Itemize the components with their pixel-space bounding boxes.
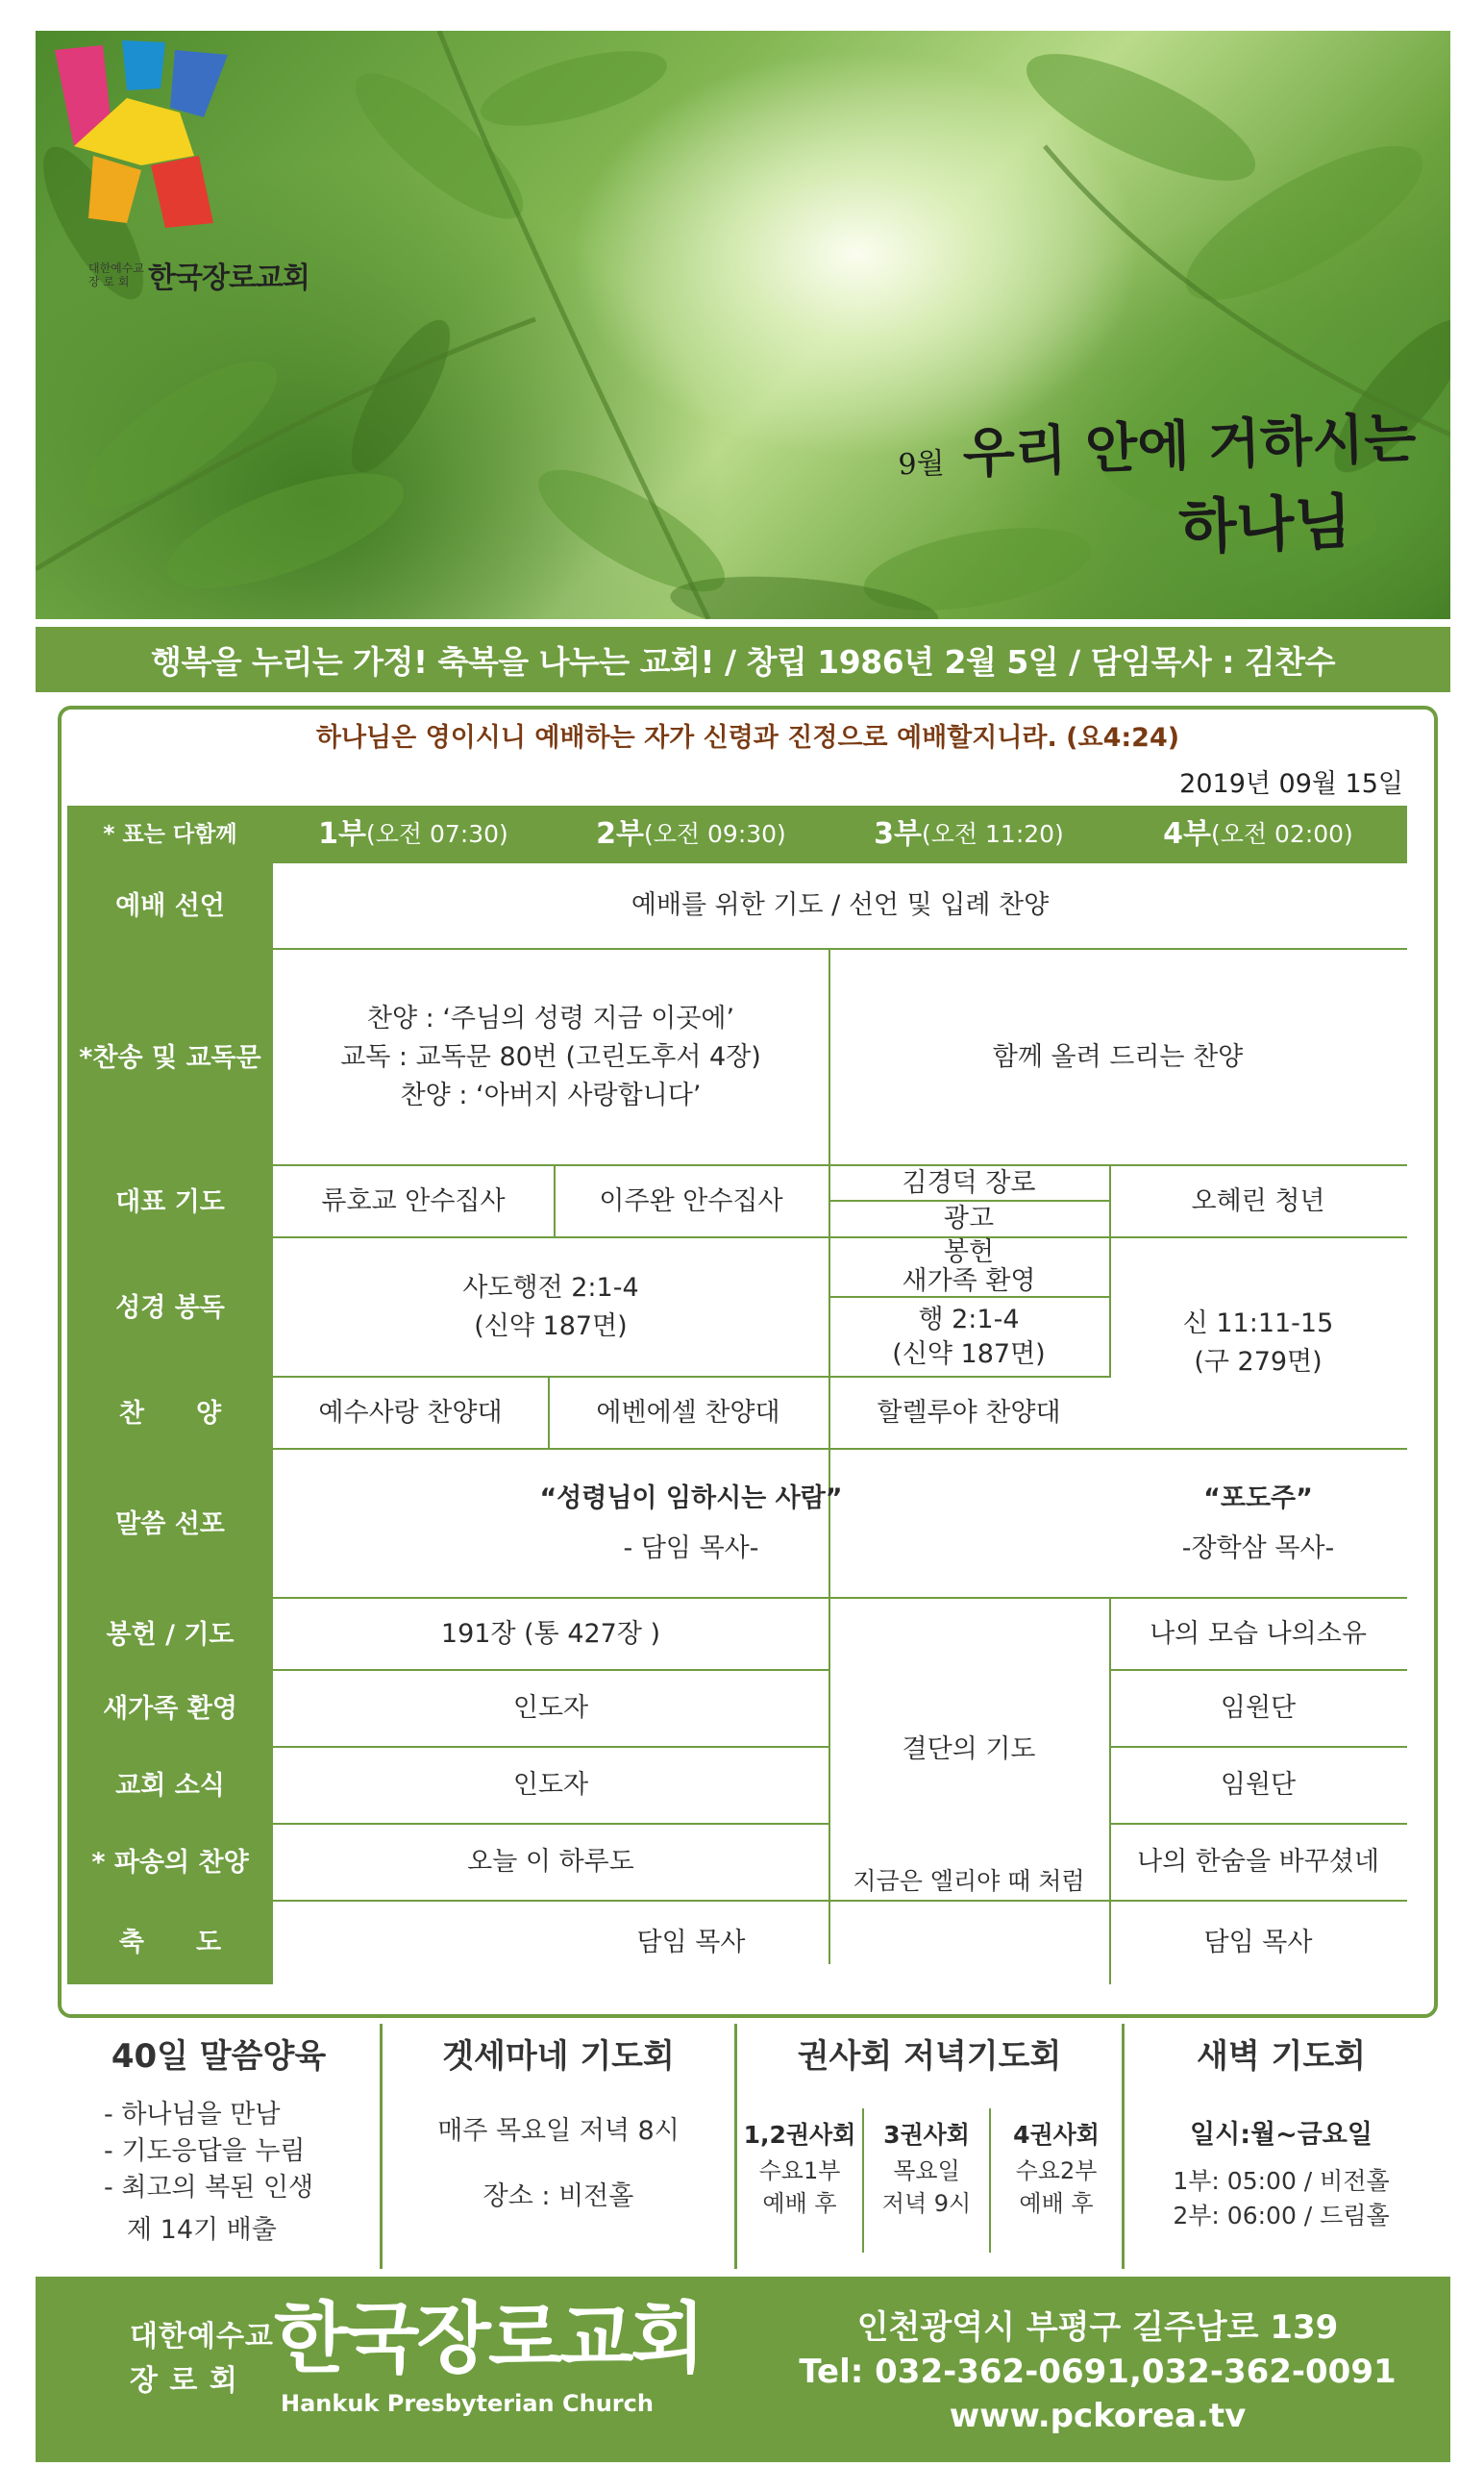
benediction-cell-4: 담임 목사 [1203,1928,1313,1957]
footer-contact [766,2305,1429,2438]
list-item: - 최고의 복된 인생 [104,2173,314,2203]
dawn-prayer-second: 2부: 06:00 / 드림홀 [1173,2202,1390,2229]
service-2-header: 2부 (오전 09:30) [554,806,829,863]
deaconess-prayer-column [737,2024,1122,2269]
table-corner-note: * 표는 다함께 [67,806,273,863]
dawn-prayer-column [1125,2024,1438,2269]
offering-cell-4: 나의 모습 나의소유 [1150,1618,1367,1649]
welcome-cell-4: 임원단 [1220,1693,1297,1723]
word-nurture-note: 제 14기 배출 [127,2215,277,2245]
deaconess-prayer-title: 권사회 저녁기도회 [797,2037,1062,2076]
sending-cell-3: 지금은 엘리야 때 처럼 [853,1867,1085,1895]
choir-cell-1: 예수사랑 찬양대 [318,1397,503,1428]
row-label-choir: 찬 양 [67,1378,273,1450]
sermon-cell-4: “포도주” -장학삼 목사- [1181,1482,1335,1563]
worship-order-table [67,806,1407,1984]
bible-cell-4: 신 11:11-15 (구 279면) [1182,1308,1334,1377]
slogan-month: 9월 [897,446,946,483]
offering-cell-1-2: 191장 (통 427장 ) [440,1618,661,1649]
dawn-prayer-title: 새벽 기도회 [1196,2037,1367,2076]
church-info-bar: 행복을 누리는 가정! 축복을 나누는 교회! / 창립 1986년 2월 5일 / 담임목사 : 김찬수 [36,627,1450,692]
bottom-info-section [58,2024,1438,2269]
service-4-header: 4부 (오전 02:00) [1109,806,1407,863]
word-nurture-title: 40일 말씀양육 [111,2037,327,2076]
footer-address: 인천광역시 부평구 길주남로 139 [856,2308,1339,2347]
bible-cell-3: 행 2:1-4 (신약 187면) [892,1304,1046,1369]
news-cell-4: 임원단 [1220,1770,1297,1800]
word-nurture-column [58,2024,380,2269]
choir-cell-3: 할렐루야 찬양대 [877,1397,1061,1428]
hymn-cell-3-4: 함께 올려 드리는 찬양 [992,1041,1244,1072]
hymn-cell-1-2: 찬양 : ‘주님의 성령 지금 이곳에’ 교독 : 교독문 80번 (고린도후서 4장) 찬양 : ‘아버지 사랑합니다’ [340,1003,761,1110]
logo-church-name: 한국장로교회 [148,262,309,295]
footer-church-name: 한국장로교회 [274,2294,703,2383]
row-label-sending: * 파송의 찬양 [67,1825,273,1902]
service-1-header: 1부 (오전 07:30) [273,806,554,863]
sending-cell-1-2: 오늘 이 하루도 [467,1847,634,1877]
prayer-cell-3: 김경덕 장로 [902,1167,1036,1198]
header-banner [36,31,1450,619]
news-cell-1-2: 인도자 [512,1770,589,1800]
deaconess-group-2: 3권사회 목요일 저녁 9시 [881,2121,972,2217]
service-3-header: 3부 (오전 11:20) [829,806,1109,863]
list-item: - 하나님을 만남 [104,2100,281,2130]
row-label-hymn: *찬송 및 교독문 [67,950,273,1166]
footer-bar [36,2277,1450,2462]
bible-cell-1-2: 사도행전 2:1-4 (신약 187면) [462,1272,639,1341]
choir-cell-2: 에벤에셀 찬양대 [596,1397,780,1428]
decision-prayer-cell-3: 결단의 기도 [902,1733,1036,1764]
row-label-offering: 봉헌 / 기도 [67,1599,273,1671]
slogan-line2: 하나님 [1177,486,1353,563]
footer-website[interactable]: www.pckorea.tv [949,2397,1247,2435]
list-item: - 기도응답을 누림 [104,2136,306,2166]
scripture-verse: 하나님은 영이시니 예배하는 자가 신령과 진정으로 예배할지니라. (요4:24) [315,723,1180,753]
row-label-prayer: 대표 기도 [67,1166,273,1238]
row-label-sermon: 말씀 선포 [67,1450,273,1599]
benediction-cell-1-3: 담임 목사 [636,1928,746,1957]
footer-phone: Tel: 032-362-0691,032-362-0091 [799,2353,1397,2391]
deaconess-group-3: 4권사회 수요2부 예배 후 [1013,2121,1100,2217]
row-label-benediction: 축 도 [67,1902,273,1984]
row-label-declaration: 예배 선언 [67,863,273,950]
prayer-cell-4: 오혜린 청년 [1191,1185,1325,1216]
gethsemane-column [383,2024,734,2269]
sermon-cell-1-3: “성령님이 임하시는 사람” - 담임 목사- [539,1482,843,1563]
prayer-cell-1: 류호교 안수집사 [321,1185,506,1216]
row-label-news: 교회 소식 [67,1748,273,1825]
gethsemane-time: 매주 목요일 저녁 8시 [437,2116,680,2146]
welcome-cell-1-2: 인도자 [512,1693,589,1723]
bulletin-date: 2019년 09월 15일 [1179,769,1403,799]
logo-text [88,254,309,296]
row-label-bible: 성경 봉독 [67,1238,273,1378]
row-label-welcome: 새가족 환영 [67,1671,273,1748]
declaration-cell: 예배를 위한 기도 / 선언 및 입례 찬양 [631,890,1050,920]
footer-denomination: 대한예수교 장 로 회 [130,2320,274,2398]
dawn-prayer-days: 일시:월~금요일 [1190,2120,1373,2150]
gethsemane-place: 장소 : 비전홀 [482,2181,634,2211]
offering-welcome-cell-3: 봉헌 새가족 환영 [902,1237,1036,1296]
monthly-slogan [780,405,1420,581]
announcement-cell-3: 광고 [943,1204,995,1233]
dawn-prayer-first: 1부: 05:00 / 비전홀 [1173,2167,1390,2195]
gethsemane-title: 겟세마네 기도회 [442,2037,675,2076]
slogan-line1: 우리 안에 거하시는 [961,406,1418,486]
deaconess-group-1: 1,2권사회 수요1부 예배 후 [743,2121,856,2217]
sending-cell-4: 나의 한숨을 바꾸셨네 [1137,1847,1379,1877]
church-logo-icon [36,31,295,233]
logo-denomination: 대한예수교 장 로 회 [88,262,144,288]
footer-english-name: Hankuk Presbyterian Church [281,2390,654,2417]
prayer-cell-2: 이주완 안수집사 [599,1185,783,1216]
word-nurture-list [104,2097,313,2249]
